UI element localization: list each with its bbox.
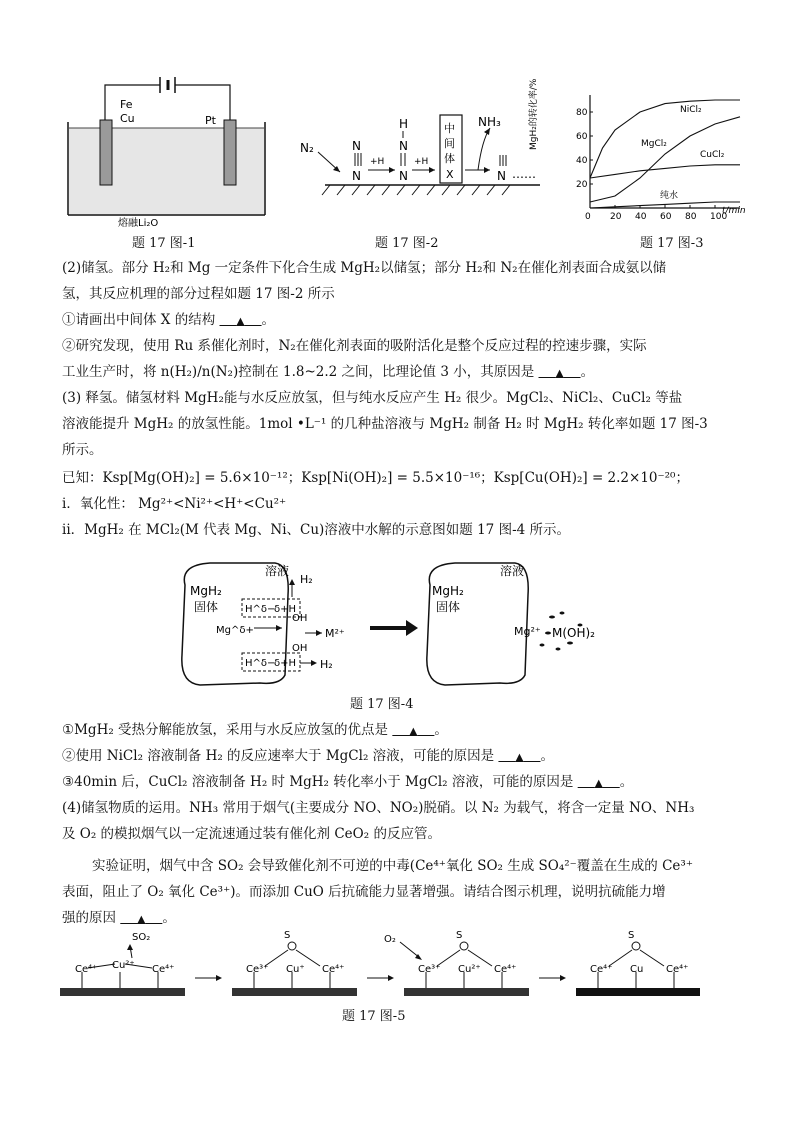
svg-text:Ce⁴⁺: Ce⁴⁺ (75, 964, 98, 975)
svg-text:Cu²⁺: Cu²⁺ (458, 964, 481, 975)
svg-text:Ce⁴⁺: Ce⁴⁺ (590, 964, 613, 975)
fig4-oh-bottom: OH (292, 643, 308, 654)
fig5-diagram (60, 928, 700, 1006)
svg-text:N: N (497, 169, 506, 183)
fig5-step-1 (60, 944, 185, 996)
chart-x-tick-label: 20 (610, 212, 622, 222)
svg-text:Cu: Cu (630, 964, 644, 975)
fig4-precipitate: M(OH)₂ (552, 626, 595, 640)
period-1: 。 (261, 312, 276, 328)
para-4-line1: (4)储氢物质的运用。NH₃ 常用于烟气(主要成分 NO、NO₂)脱硝。以 N₂ 为载气，将含一定量 NO、NH₃ (62, 800, 695, 816)
fig5-so2-label: SO₂ (132, 932, 151, 943)
question-5 (62, 772, 760, 794)
para-3-line2: 溶液能提升 MgH₂ 的放氢性能。1mol •L⁻¹ 的几种盐溶液与 MgH₂ 制备 H₂ 时 MgH₂ 转化率如题 17 图-3 (62, 416, 708, 432)
svg-text:Ce³⁺: Ce³⁺ (418, 964, 441, 975)
fig4-hplus-bottom: δ+H (274, 658, 297, 669)
svg-text:H: H (399, 117, 409, 131)
fig4-solution-right: 溶液 (500, 564, 525, 578)
fig3-series-label-nicl2: NiCl₂ (680, 105, 702, 115)
answer-blank-5[interactable] (578, 774, 620, 790)
svg-text:Ce⁴⁺: Ce⁴⁺ (494, 964, 517, 975)
chart-x-tick-label: 100 (710, 212, 728, 222)
svg-text:……: …… (512, 167, 536, 181)
chart-x-tick-label: 40 (635, 212, 647, 222)
fig2-n2-label: N₂ (300, 141, 314, 155)
para-3-line3: 所示。 (62, 442, 103, 458)
svg-text:S: S (628, 930, 635, 941)
fig4-solution-left: 溶液 (265, 564, 290, 578)
fig3-xlabel: t/min (722, 206, 746, 216)
chart-x-tick-label: 80 (685, 212, 697, 222)
fig3-caption: 题 17 图-3 (640, 236, 704, 251)
svg-text:N: N (352, 139, 361, 153)
fig4-mg2plus: Mg²⁺ (514, 625, 541, 638)
question-3-text: ①MgH₂ 受热分解能放氢，采用与水反应放氢的优点是 (62, 722, 389, 738)
para-4-line2: 及 O₂ 的模拟烟气以一定流速通过装有催化剂 CeO₂ 的反应管。 (62, 826, 441, 842)
fig3-ylabel: MgH₂的转化率/% (529, 78, 539, 150)
fig4-h2-top: H₂ (300, 573, 313, 586)
fig5-step-2 (232, 930, 357, 996)
fig1-fe-label: Fe (120, 98, 133, 111)
period-3: 。 (434, 722, 448, 738)
period-5: 。 (619, 774, 634, 790)
top-figures (0, 0, 800, 250)
svg-text:Ce⁴⁺: Ce⁴⁺ (666, 964, 689, 975)
blank-marker-1: ▲ (236, 316, 245, 327)
question-5-text: ③40min 后，CuCl₂ 溶液制备 H₂ 时 MgH₂ 转化率小于 MgCl₂ 溶液，可能的原因是 (62, 774, 574, 790)
fig2-box-char-3: 体 (444, 152, 455, 165)
question-3 (62, 720, 760, 742)
svg-text:Ce⁴⁺: Ce⁴⁺ (322, 964, 345, 975)
answer-blank-4[interactable] (498, 748, 540, 764)
fig1-cu-label: Cu (120, 112, 135, 125)
answer-blank-2[interactable] (539, 364, 581, 380)
question-1 (62, 310, 760, 332)
svg-text:Ce⁴⁺: Ce⁴⁺ (152, 964, 175, 975)
answer-blank-6[interactable] (120, 910, 162, 926)
svg-text:S: S (456, 930, 463, 941)
question-6-text: 强的原因 (62, 910, 116, 926)
fig4-mg-delta: Mg^δ+ (216, 625, 254, 636)
question-2-text: 工业生产时，将 n(H₂)/n(N₂)控制在 1.8~2.2 之间，比理论值 3 小，其原因是 (62, 364, 535, 380)
fig2-caption: 题 17 图-2 (375, 236, 439, 251)
para-5-line2: 表面，阻止了 O₂ 氧化 Ce³⁺)。而添加 CuO 后抗硫能力显著增强。请结合图示机理，说明抗硫能力增 (62, 884, 666, 900)
svg-text:Cu²⁺: Cu²⁺ (112, 960, 135, 971)
answer-blank-1[interactable] (220, 312, 262, 328)
question-4 (62, 746, 760, 768)
known-ii-hydrolysis: ii．MgH₂ 在 MCl₂(M 代表 Mg、Ni、Cu)溶液中水解的示意图如题 17 图-4 所示。 (62, 522, 571, 538)
chart-x-tick-label: 60 (660, 212, 672, 222)
svg-text:Cu⁺: Cu⁺ (286, 964, 305, 975)
fig2-box-char-1: 中 (444, 122, 455, 135)
fig1-pt-label: Pt (205, 114, 216, 127)
svg-text:N: N (399, 169, 408, 183)
blank-marker-2: ▲ (555, 368, 564, 379)
known-ksp: 已知：Ksp[Mg(OH)₂] = 5.6×10⁻¹²；Ksp[Ni(OH)₂] = 5.5×10⁻¹⁶；Ksp[Cu(OH)₂] = 2.2×10⁻²⁰； (62, 470, 689, 486)
fig4-solid-label-2: 固体 (194, 600, 219, 614)
fig4-hplus-top: δ+H (274, 604, 297, 615)
question-4-text: ②使用 NiCl₂ 溶液制备 H₂ 的反应速率大于 MgCl₂ 溶液，可能的原因是 (62, 748, 495, 764)
question-6 (62, 908, 760, 930)
fig2-box-char-4: X (446, 168, 454, 181)
period-2: 。 (580, 364, 595, 380)
known-i-oxidation: i．氧化性： Mg²⁺<Ni²⁺<H⁺<Cu²⁺ (62, 496, 287, 512)
fig5-caption: 题 17 图-5 (342, 1009, 406, 1024)
para-2-line2: 氢，其反应机理的部分过程如题 17 图-2 所示 (62, 286, 335, 302)
fig3-series-label-mgcl2: MgCl₂ (641, 139, 667, 149)
fig5-o2-label: O₂ (384, 934, 396, 945)
period-6: 。 (162, 910, 176, 926)
fig5-step-4 (576, 930, 700, 996)
fig2-plus-h-1: +H (370, 157, 385, 167)
svg-text:S: S (284, 930, 291, 941)
fig4-oh-top: OH (292, 613, 308, 624)
fig4-hminus-top: H^δ− (245, 604, 276, 615)
fig4-h2-bottom: H₂ (320, 658, 333, 671)
question-2-line1: ②研究发现，使用 Ru 系催化剂时，N₂在催化剂表面的吸附活化是整个反应过程的控速步骤，实际 (62, 338, 647, 354)
fig4-m2plus: M²⁺ (325, 627, 345, 640)
answer-blank-3[interactable] (392, 722, 434, 738)
fig3-series-label-water: 纯水 (660, 191, 679, 201)
question-1-text: ①请画出中间体 X 的结构 (62, 312, 216, 328)
fig1-caption: 题 17 图-1 (132, 236, 196, 251)
chart-x-tick-label: 0 (585, 212, 591, 222)
fig4-caption: 题 17 图-4 (350, 697, 414, 712)
blank-marker-6: ▲ (137, 914, 146, 925)
svg-text:N: N (399, 139, 408, 153)
fig2-box-char-2: 间 (444, 137, 455, 150)
fig4-diagram (170, 555, 630, 690)
blank-marker-5: ▲ (594, 778, 603, 789)
blank-marker-3: ▲ (409, 726, 418, 737)
fig2-plus-h-2: +H (414, 157, 429, 167)
fig2-mechanism (318, 115, 540, 195)
svg-text:N: N (352, 169, 361, 183)
chart-y-tick-label: 80 (576, 108, 588, 118)
chart-y-tick-label: 60 (576, 132, 588, 142)
fig4-solid-right-label-1: MgH₂ (432, 584, 464, 598)
fig2-nh3-label: NH₃ (478, 115, 501, 129)
fig4-solid-right (427, 563, 528, 685)
para-3-line1: (3) 释氢。储氢材料 MgH₂能与水反应放氢，但与纯水反应产生 H₂ 很少。MgCl₂、NiCl₂、CuCl₂ 等盐 (62, 390, 683, 406)
fig5-step-3 (400, 930, 529, 996)
chart-y-tick-label: 20 (576, 180, 588, 190)
fig4-hminus-bottom: H^δ− (245, 658, 276, 669)
question-2-line2 (62, 362, 760, 384)
svg-text:Ce³⁺: Ce³⁺ (246, 964, 269, 975)
fig4-solid-right-label-2: 固体 (436, 600, 461, 614)
fig3-series-label-cucl2: CuCl₂ (700, 150, 725, 160)
fig1-electrolysis-cell (68, 77, 265, 215)
period-4: 。 (540, 748, 554, 764)
blank-marker-4: ▲ (515, 752, 524, 763)
fig4-solid-label-1: MgH₂ (190, 584, 222, 598)
fig1-electrolyte-label: 熔融Li₂O (118, 218, 159, 229)
para-5-line1: 实验证明，烟气中含 SO₂ 会导致催化剂不可逆的中毒(Ce⁴⁺氧化 SO₂ 生成 SO₄²⁻覆盖在生成的 Ce³⁺ (92, 858, 693, 874)
chart-series-line-2 (590, 165, 740, 178)
top-figures-svg (0, 0, 800, 250)
para-2-line1: (2)储氢。部分 H₂和 Mg 一定条件下化合生成 MgH₂以储氢；部分 H₂和 N₂在催化剂表面合成氨以储 (62, 260, 667, 276)
chart-y-tick-label: 40 (576, 156, 588, 166)
